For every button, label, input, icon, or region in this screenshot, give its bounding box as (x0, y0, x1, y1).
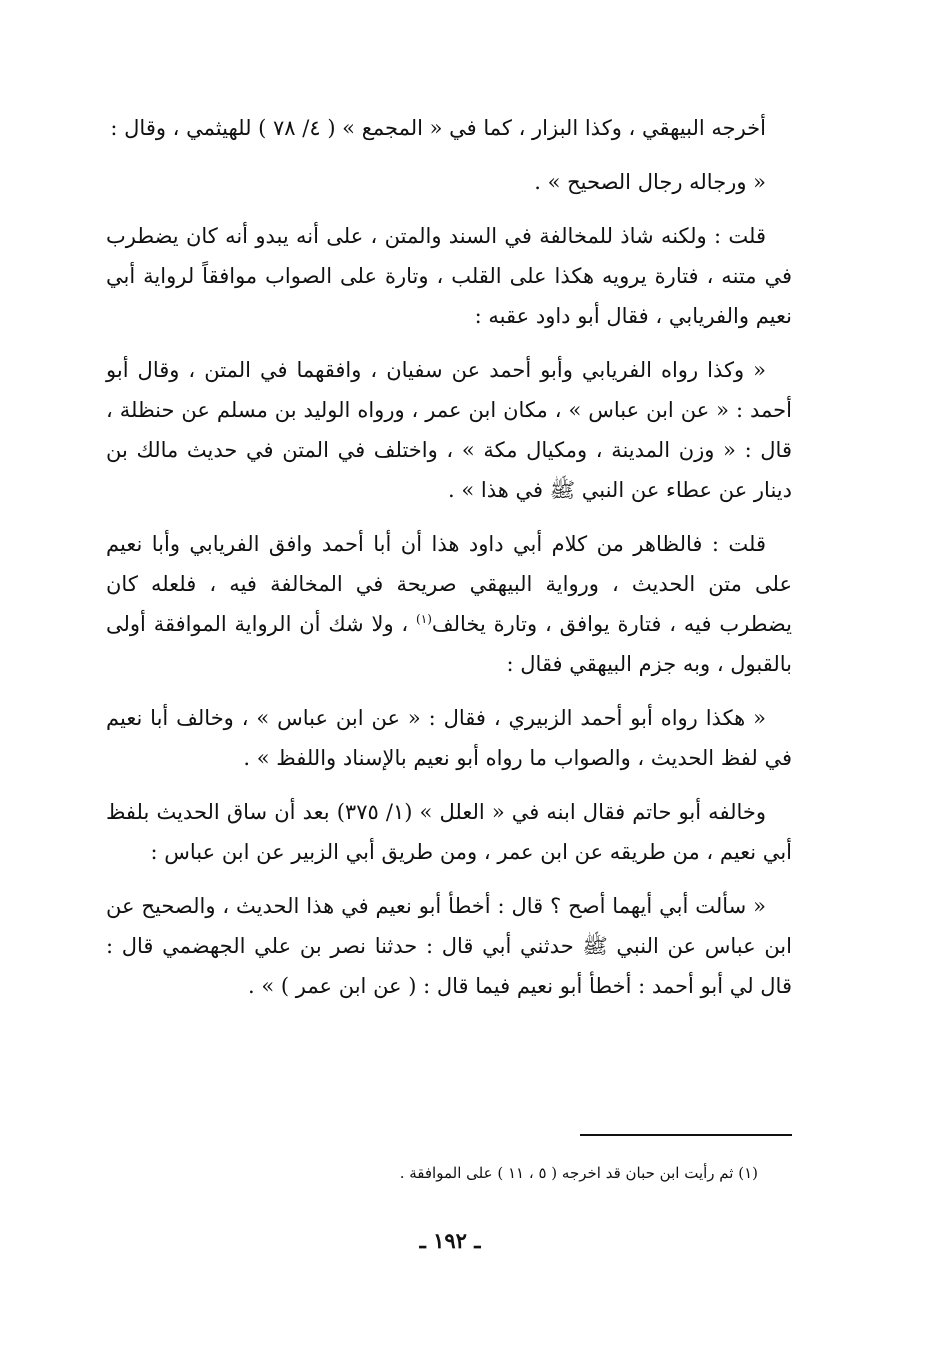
footnote-divider (580, 1134, 792, 1136)
paragraph-bayhaqi-quote: « هكذا رواه أبو أحمد الزبيري ، فقال : « عن ابن عباس » ، وخالف أبا نعيم في لفظ الحديث ، والصواب ما رواه أبو نعيم بالإسناد واللفظ » . (106, 706, 792, 770)
page-number: ـ ١٩٢ ـ (419, 1228, 481, 1253)
footnote-marker: (١) (416, 612, 432, 626)
paragraph-qultu-zahir-part1: قلت : فالظاهر من كلام أبي داود هذا أن أبا أحمد وافق الفريابي وأبا نعيم على متن الحديث ، ورواية البيهقي صريحة في المخالفة فيه ، فلعله كان يضطرب فيه ، فتارة يوافق ، وتارة يخالف (106, 532, 792, 636)
paragraph-qultu-zahir (106, 524, 792, 684)
paragraph-qultu-shadh: قلت : ولكنه شاذ للمخالفة في السند والمتن ، على أنه يبدو أنه كان يضطرب في متنه ، فتارة يرويه هكذا على القلب ، وتارة على الصواب موافقاً لرواية أبي نعيم والفريابي ، فقال أبو داود عقبه : (106, 224, 792, 328)
paragraph-abu-hatim: وخالفه أبو حاتم فقال ابنه في « العلل » (١/ ٣٧٥) بعد أن ساق الحديث بلفظ أبي نعيم ، من طريقه عن ابن عمر ، ومن طريق أبي الزبير عن ابن عباس : (106, 800, 792, 864)
footnote: (١) ثم رأيت ابن حبان قد اخرجه ( ٥ ، ١١ ) على الموافقة . (399, 1164, 758, 1182)
paragraph-takhrij: أخرجه البيهقي ، وكذا البزار ، كما في « المجمع » ( ٤/ ٧٨ ) للهيثمي ، وقال : (110, 116, 766, 140)
paragraph-qultu-zahir-part2: ، ولا شك أن الرواية الموافقة أولى بالقبول ، وبه جزم البيهقي فقال : (106, 612, 792, 676)
paragraph-ilal-quote: « سألت أبي أيهما أصح ؟ قال : أخطأ أبو نعيم في هذا الحديث ، والصحيح عن ابن عباس عن النبي ﷺ حدثني أبي قال : حدثنا نصر بن علي الجهضمي قال : قال لي أبو أحمد : أخطأ أبو نعيم فيما قال : ( عن ابن عمر ) » . (106, 894, 792, 998)
paragraph-quote-rijal: « ورجاله رجال الصحيح » . (534, 170, 766, 194)
body-text (106, 108, 792, 1020)
paragraph-abu-dawud-quote: « وكذا رواه الفريابي وأبو أحمد عن سفيان ، وافقهما في المتن ، وقال أبو أحمد : « عن ابن عباس » ، مكان ابن عمر ، ورواه الوليد بن مسلم عن حنظلة ، قال : « وزن المدينة ، ومكيال مكة » ، واختلف في المتن في حديث مالك بن دينار عن عطاء عن النبي ﷺ في هذا » . (106, 358, 792, 502)
